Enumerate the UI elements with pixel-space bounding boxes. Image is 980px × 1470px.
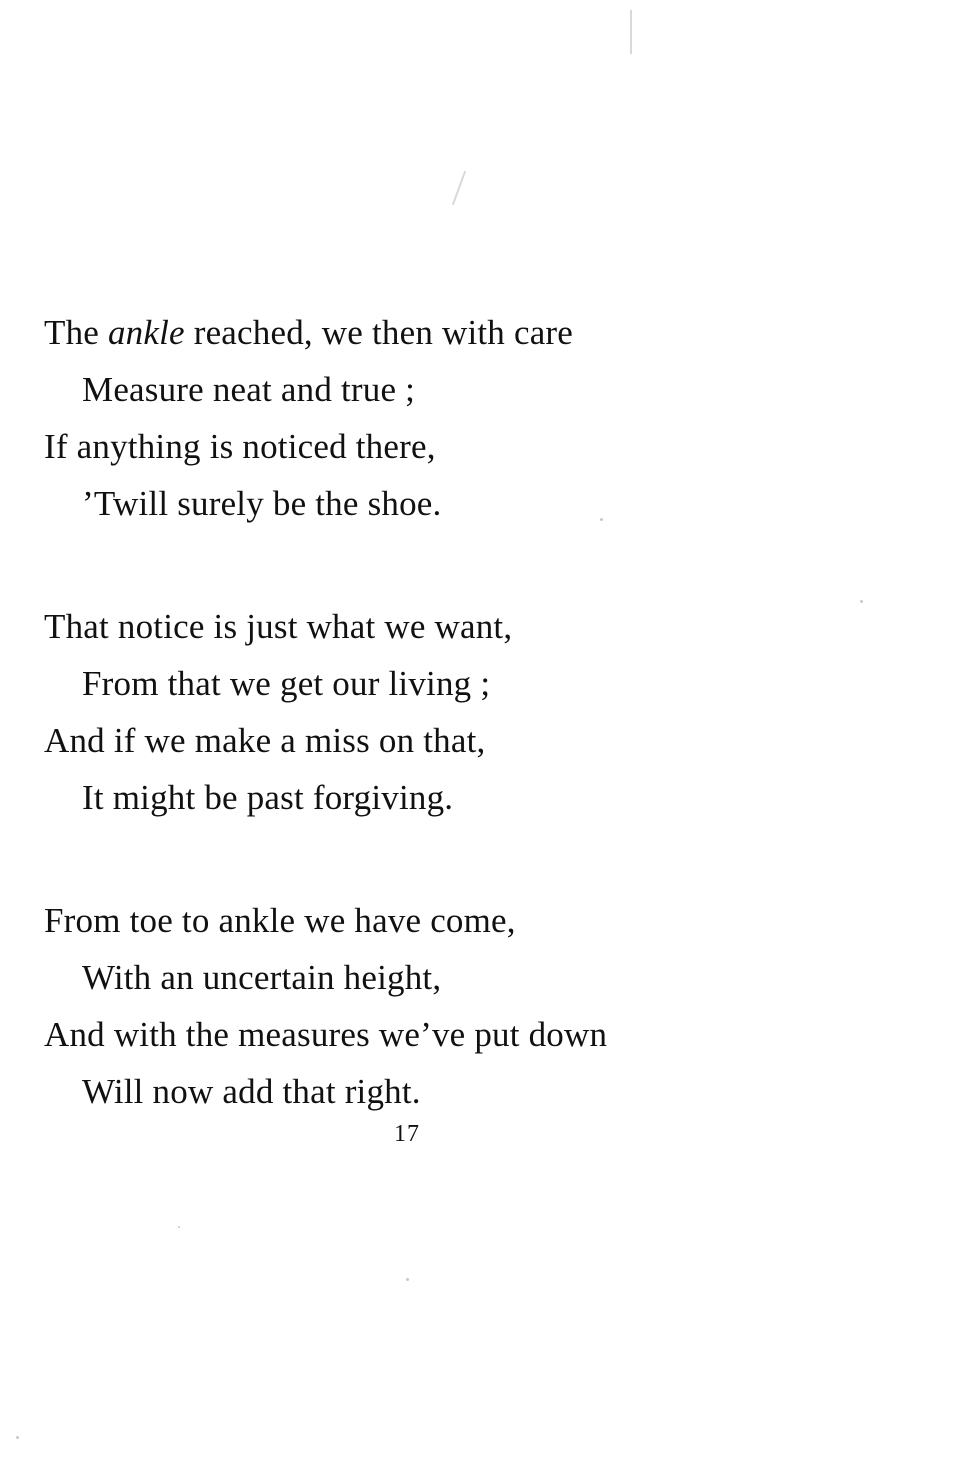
poem-line: It might be past forgiving. [82,778,454,817]
poem [44,304,804,1120]
scan-speck [860,600,863,603]
poem-line: Measure neat and true ; [82,370,416,409]
stanza-3 [44,892,804,1120]
poem-line: If anything is noticed there, [44,427,436,466]
poem-line: And if we make a miss on that, [44,721,486,760]
poem-line: The ankle reached, we then with care [44,313,574,352]
stanza-2 [44,598,804,826]
poem-line: ’Twill surely be the shoe. [82,484,442,523]
poem-line: And with the measures we’ve put down [44,1015,608,1054]
scan-speck [16,1436,19,1439]
stanza-1 [44,304,804,532]
poem-line: From that we get our living ; [82,664,491,703]
poem-line: That notice is just what we want, [44,607,513,646]
scan-mark [630,10,632,54]
poem-line: With an uncertain height, [82,958,442,997]
poem-line: From toe to ankle we have come, [44,901,516,940]
italic-word: ankle [107,313,185,352]
poem-line: Will now add that right. [82,1072,421,1111]
scan-speck [406,1278,409,1281]
scan-speck [178,1226,180,1228]
page-number: 17 [394,1121,420,1147]
scan-mark [452,171,466,206]
